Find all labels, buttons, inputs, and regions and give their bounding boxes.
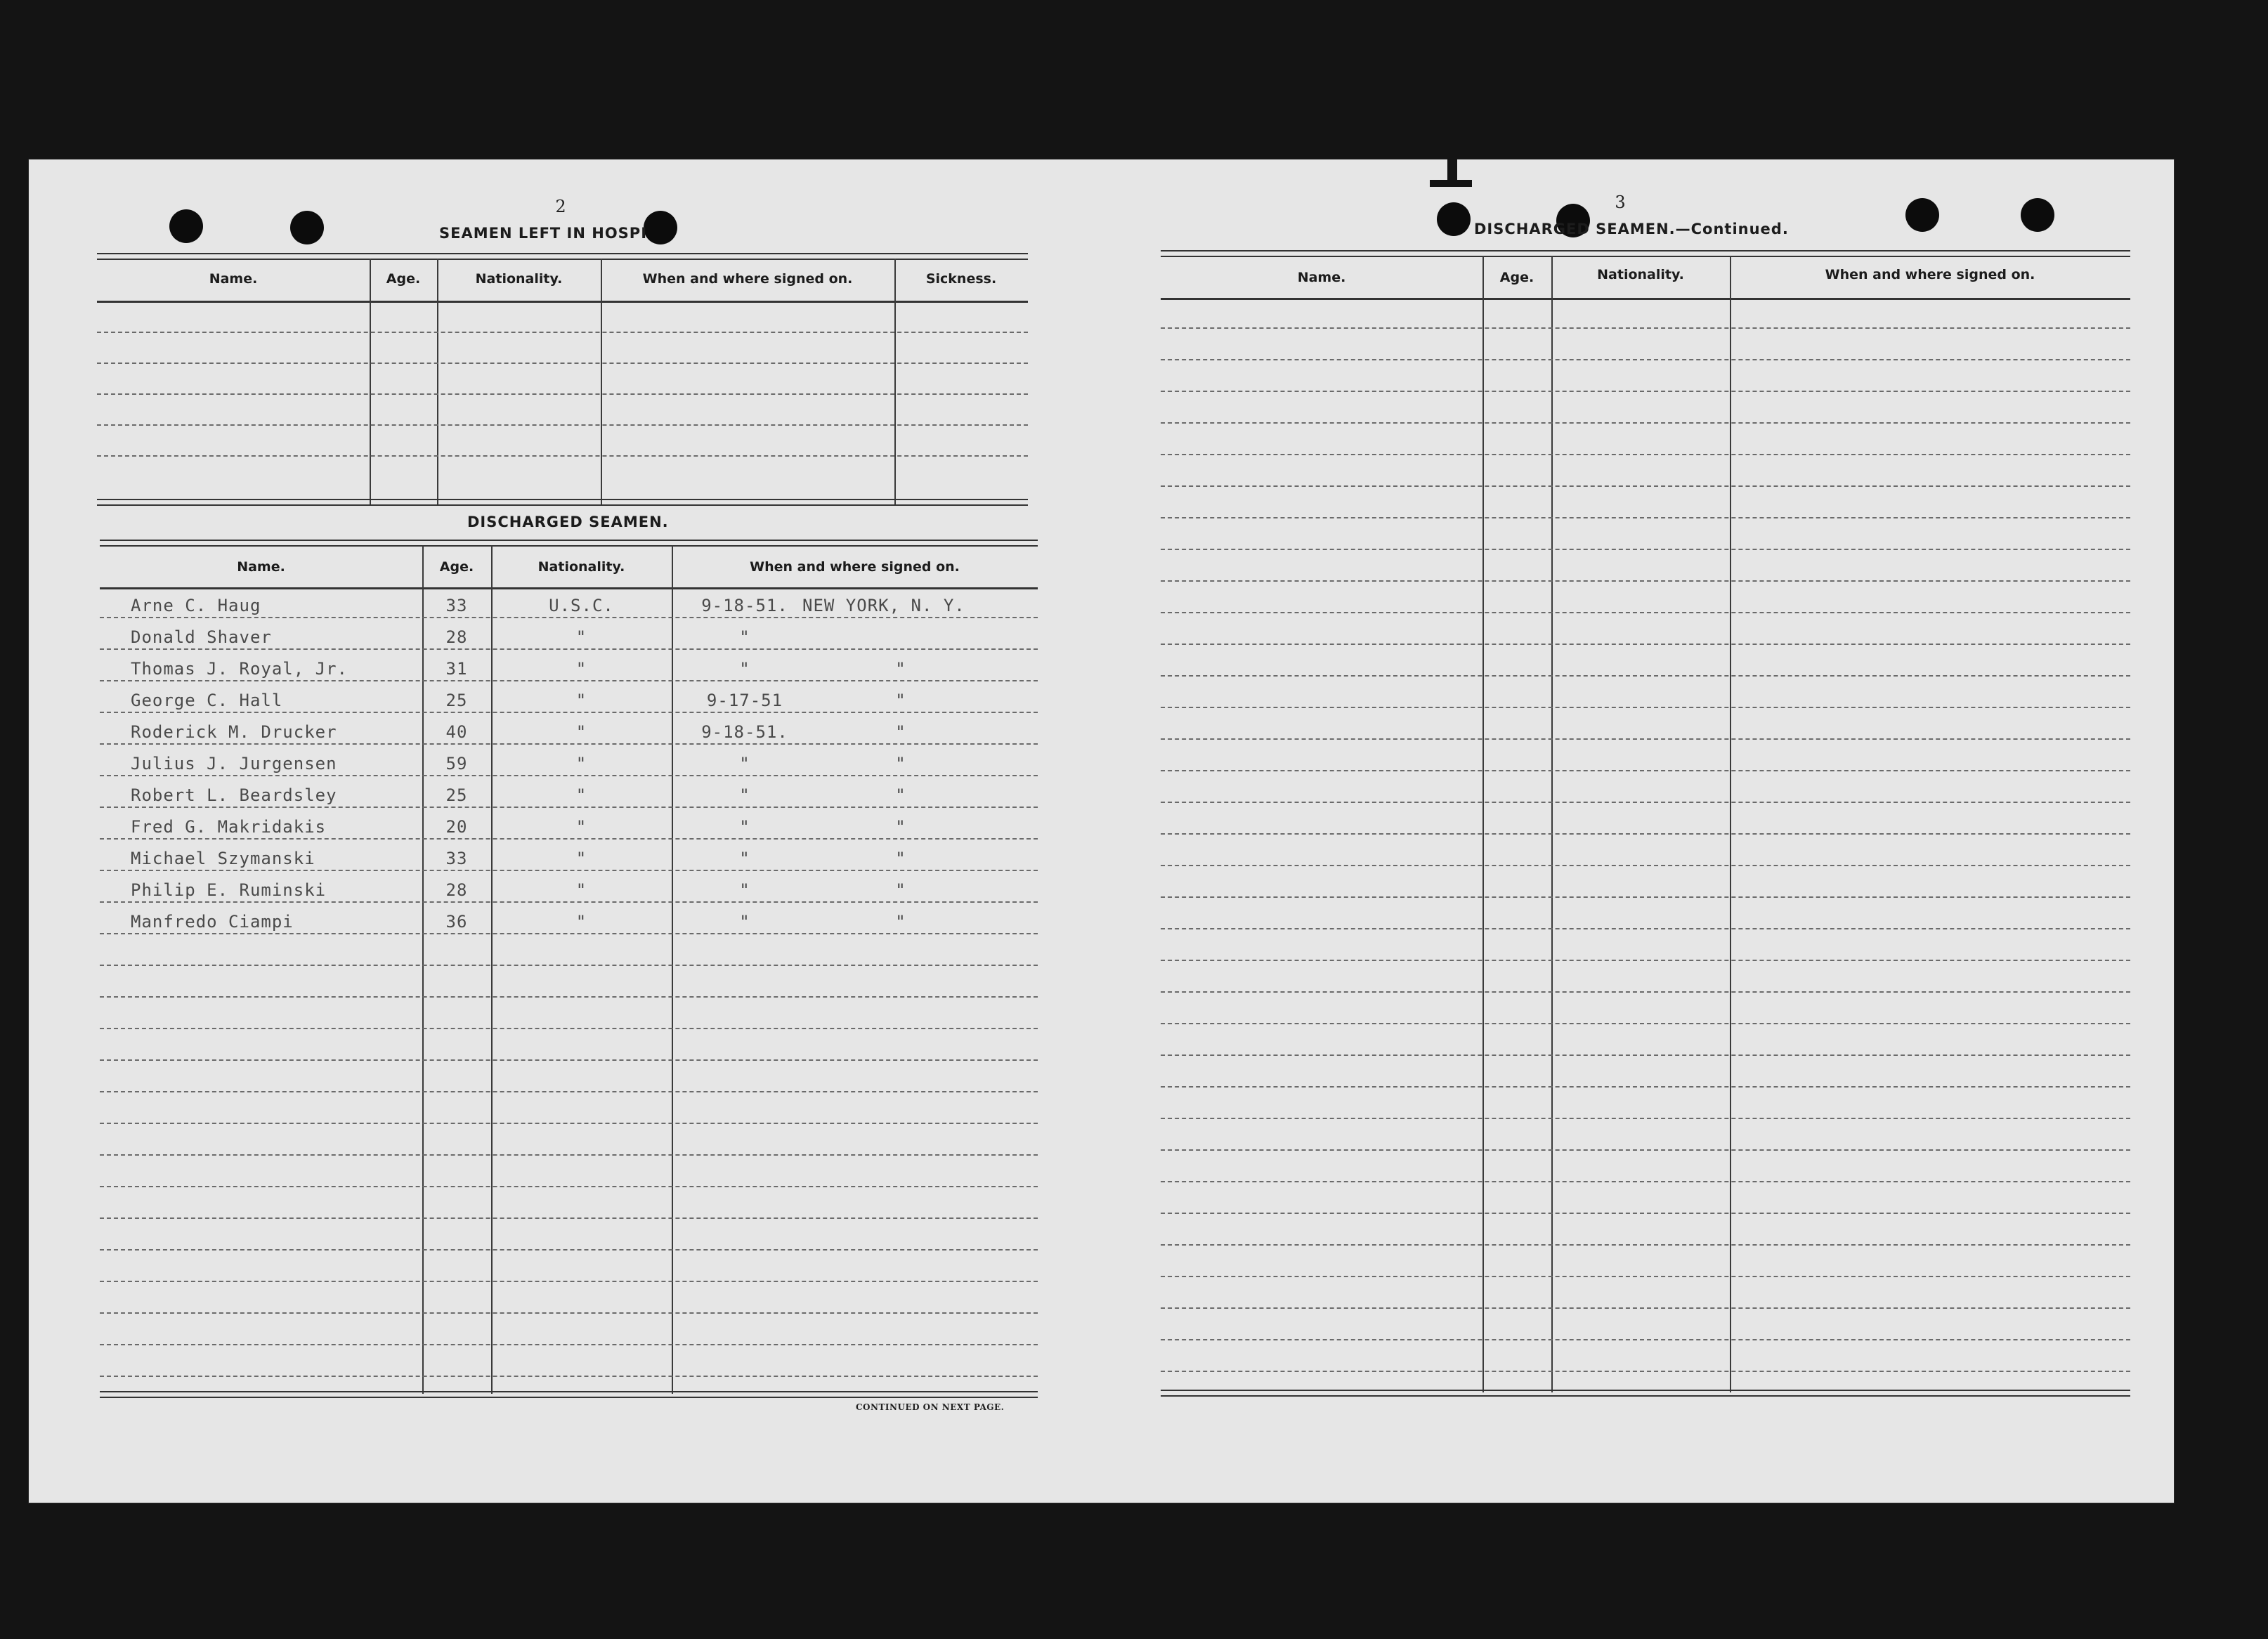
ruling-line [100,648,1038,650]
signed-on-date: " [739,754,750,773]
ruling-line [1161,359,2130,360]
signed-on-date: 9-17-51 [706,691,783,710]
ruling-line [1161,1276,2130,1277]
signed-on-place: " [895,754,906,773]
signed-on-place: " [895,691,906,710]
ruling-line [100,1091,1038,1092]
crew-name: Philip E. Ruminski [131,880,327,900]
discharged-continued-table [1161,250,2130,1395]
ruling-line [100,1281,1038,1282]
signed-on-place: NEW YORK, N. Y. [802,596,965,615]
discharged-header-nationality: Nationality. [537,559,625,575]
ruling-line [1161,549,2130,550]
punch-hole [290,211,324,244]
page-number-right: 3 [1615,192,1626,212]
ruling-line [100,1123,1038,1124]
ruling-line [1161,1149,2130,1151]
crew-nationality: " [575,659,587,679]
hospital-header-name: Name. [209,271,258,287]
ruling-line [100,712,1038,713]
ruling-line [1161,896,2130,898]
ruling-line [1161,865,2130,866]
crew-age: 40 [445,722,468,742]
signed-on-place: " [895,785,906,805]
hospital-section-title: SEAMEN LEFT IN HOSPI [439,225,648,242]
crew-age: 59 [445,754,468,773]
ruling-line [1161,707,2130,708]
ruling-line [100,1249,1038,1251]
crew-nationality: " [575,627,587,647]
crew-nationality: U.S.C. [549,596,614,615]
crew-name: Fred G. Makridakis [131,817,327,837]
punch-hole [1437,202,1471,236]
crew-age: 28 [445,880,468,900]
ruling-line [1161,991,2130,993]
ruling-line [1161,1054,2130,1056]
ruling-line [1161,454,2130,455]
page-number-left: 2 [555,197,566,216]
crew-name: Thomas J. Royal, Jr. [131,659,348,679]
crew-name: George C. Hall [131,691,283,710]
ruling-line [100,1217,1038,1219]
continued-header-name: Name. [1297,270,1346,285]
punch-hole [644,211,677,244]
crew-nationality: " [575,849,587,868]
continued-header-signed-on: When and where signed on. [1825,267,2035,282]
ruling-line [1161,485,2130,487]
crew-age: 28 [445,627,468,647]
crew-name: Julius J. Jurgensen [131,754,337,773]
signed-on-date: 9-18-51. [701,722,788,742]
signed-on-date: " [739,659,750,679]
crew-nationality: " [575,691,587,710]
crew-nationality: " [575,785,587,805]
hospital-header-signed-on: When and where signed on. [642,271,853,287]
ruling-line [100,1376,1038,1377]
crew-name: Manfredo Ciampi [131,912,294,932]
ruling-line [1161,1244,2130,1246]
ruling-line [1161,802,2130,803]
ruling-line [1161,1181,2130,1182]
crew-age: 25 [445,785,468,805]
discharged-header-signed-on: When and where signed on. [750,559,960,575]
torn-edge [1447,159,1457,180]
crew-name: Roderick M. Drucker [131,722,337,742]
discharged-header-age: Age. [439,559,474,575]
crew-nationality: " [575,817,587,837]
signed-on-place: " [895,912,906,932]
crew-name: Robert L. Beardsley [131,785,337,805]
ruling-line [100,807,1038,808]
ruling-line [1161,675,2130,677]
crew-age: 20 [445,817,468,837]
ruling-line [100,617,1038,618]
ruling-line [100,1312,1038,1314]
hospital-table [97,253,1028,506]
signed-on-place: " [895,659,906,679]
discharged-section-title: DISCHARGED SEAMEN. [467,514,669,530]
crew-age: 36 [445,912,468,932]
ruling-line [1161,391,2130,392]
crew-age: 25 [445,691,468,710]
discharged-header-name: Name. [237,559,285,575]
hospital-header-sickness: Sickness. [925,271,997,287]
ruling-line [100,1028,1038,1029]
crew-nationality: " [575,912,587,932]
ruling-line [100,838,1038,840]
hospital-header-nationality: Nationality. [475,271,563,287]
ruling-line [1161,928,2130,929]
continued-note: CONTINUED ON NEXT PAGE. [856,1402,1005,1412]
ruling-line [1161,1023,2130,1024]
ruling-line [1161,1307,2130,1309]
ruling-line [1161,1339,2130,1340]
ruling-line [100,1186,1038,1187]
torn-edge [1430,180,1472,187]
ruling-line [100,680,1038,681]
ruling-line [100,870,1038,871]
signed-on-place: " [895,817,906,837]
ruling-line [1161,1086,2130,1088]
crew-age: 33 [445,849,468,868]
continued-header-age: Age. [1499,270,1534,285]
crew-age: 31 [445,659,468,679]
ruling-line [100,901,1038,903]
signed-on-place: " [895,880,906,900]
signed-on-date: " [739,912,750,932]
crew-nationality: " [575,754,587,773]
document-sheet [28,159,2175,1503]
ruling-line [100,1059,1038,1061]
signed-on-place: " [895,849,906,868]
crew-nationality: " [575,722,587,742]
continued-header-nationality: Nationality. [1597,267,1684,282]
crew-name: Michael Szymanski [131,849,315,868]
punch-hole [169,209,203,243]
crew-name: Arne C. Haug [131,596,261,615]
ruling-line [1161,612,2130,613]
ruling-line [1161,327,2130,329]
ruling-line [100,933,1038,934]
crew-name: Donald Shaver [131,627,272,647]
ruling-line [1161,738,2130,740]
ruling-line [1161,580,2130,582]
ruling-line [100,996,1038,998]
signed-on-place: " [895,722,906,742]
punch-hole [2021,198,2054,232]
signed-on-date: " [739,849,750,868]
ruling-line [1161,770,2130,771]
ruling-line [100,743,1038,745]
ruling-line [100,775,1038,776]
ruling-line [1161,833,2130,835]
ruling-line [100,965,1038,966]
ruling-line [100,1344,1038,1345]
ruling-line [1161,960,2130,961]
signed-on-date: " [739,627,750,647]
crew-age: 33 [445,596,468,615]
ruling-line [1161,517,2130,518]
punch-hole [1905,198,1939,232]
ruling-line [1161,1371,2130,1372]
ruling-line [100,1154,1038,1156]
signed-on-date: " [739,880,750,900]
ruling-line [1161,422,2130,424]
ruling-line [1161,1213,2130,1214]
crew-nationality: " [575,880,587,900]
hospital-header-age: Age. [386,271,421,287]
signed-on-date: " [739,785,750,805]
continued-section-title: DISCHARGED SEAMEN.—Continued. [1474,221,1789,237]
signed-on-date: 9-18-51. [701,596,788,615]
ruling-line [1161,1118,2130,1119]
signed-on-date: " [739,817,750,837]
discharged-table [100,540,1038,1397]
ruling-line [1161,644,2130,645]
